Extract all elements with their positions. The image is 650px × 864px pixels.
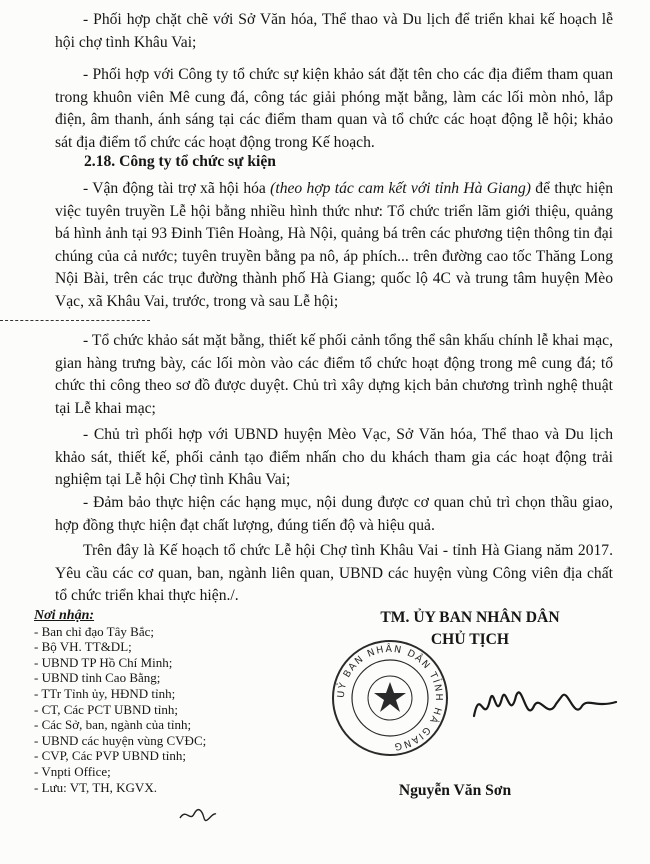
recipient-item: - Ban chỉ đạo Tây Bắc; <box>34 623 154 639</box>
paragraph-site-survey: - Tổ chức khảo sát mặt bằng, thiết kế phối cảnh tổng thể sân khấu chính lễ khai mạc, gian hàng trưng bày, các lối mòn vào các điểm tổ chức hoạt động trong mê cung đá; tổ chức thi công theo sơ đồ được duyệt. Chủ trì xây dựng kịch bản chương trình nghệ thuật tại Lễ khai mạc; <box>55 332 613 417</box>
recipients-list <box>34 608 334 795</box>
official-seal <box>330 638 450 758</box>
recipient-item: - CT, Các PCT UBND tỉnh; <box>34 701 178 717</box>
paragraph-sponsorship <box>55 178 613 314</box>
dashed-divider <box>0 320 150 321</box>
signature-title: CHỦ TỊCH <box>430 631 510 648</box>
recipient-item: - CVP, Các PVP UBND tỉnh; <box>34 748 186 764</box>
paragraph-closing: Trên đây là Kế hoạch tổ chức Lễ hội Chợ tình Khâu Vai - tỉnh Hà Giang năm 2017. Yêu cầu các cơ quan, ban, ngành liên quan, UBND các huyện vùng Công viên địa chất tổ chức triển khai thực hiện./. <box>55 542 613 605</box>
initial-mark <box>178 804 218 826</box>
signer-name: Nguyễn Văn Sơn <box>398 782 512 799</box>
paragraph-coordination-event-company: - Phối hợp với Công ty tổ chức sự kiện khảo sát đặt tên cho các địa điểm tham quan trong khuôn viên Mê cung đá, công tác giải phóng mặt bằng, làm các lối mòn nhỏ, lắp điện, âm thanh, ánh sáng tại các điểm tham quan và tổ chức các hoạt động lễ hội; khảo sát địa điểm tổ chức các hoạt động trong Kế hoạch. <box>55 66 613 151</box>
sponsorship-italic-note: (theo hợp tác cam kết với tỉnh Hà Giang) <box>270 180 531 197</box>
signature-org: TM. ỦY BAN NHÂN DÂN <box>380 609 560 626</box>
sponsorship-text-rest: để thực hiện việc tuyên truyền Lễ hội bằng nhiều hình thức như: Tổ chức triển lãm giới thiệu, quảng bá hình ảnh tại 93 Đinh Tiên Hoàng, Hà Nội, quảng bá trên các phương tiện thông tin đại chúng của cả nước; tuyên truyền bằng pa nô, áp phích... trên đường cao tốc Thăng Long Nội Bài, trên các trục đường thành phố Hà Giang; quốc lộ 4C và trung tâm huyện Mèo Vạc, xã Khâu Vai, trước, trong và sau Lễ hội; <box>55 180 613 310</box>
handwritten-signature <box>470 676 620 738</box>
recipient-item: - UBND TP Hồ Chí Minh; <box>34 654 173 670</box>
recipient-item: - Các Sở, ban, ngành của tỉnh; <box>34 717 192 733</box>
recipient-item: - Bộ VH. TT&DL; <box>34 639 132 655</box>
paragraph-highlight-design: - Chủ trì phối hợp với UBND huyện Mèo Vạc, Sở Văn hóa, Thể thao và Du lịch khảo sát, thiết kế, phối cảnh tạo điểm nhấn cho du khách tham gia các hoạt động trải nghiệm tại Lễ hội Chợ tình Khâu Vai; <box>55 426 613 489</box>
paragraph-coordination-culture: - Phối hợp chặt chẽ với Sở Văn hóa, Thể thao và Du lịch để triển khai kế hoạch lễ hội chợ tình Khâu Vai; <box>55 11 613 51</box>
recipient-item: - Vnpti Office; <box>34 763 111 779</box>
recipient-item: - UBND tỉnh Cao Bằng; <box>34 670 161 686</box>
recipient-item: - UBND các huyện vùng CVĐC; <box>34 732 207 748</box>
svg-text:UỶ BAN NHÂN DÂN TỈNH HÀ GIANG: UỶ BAN NHÂN DÂN TỈNH HÀ GIANG <box>335 643 445 753</box>
recipient-item: - TTr Tỉnh ủy, HĐND tỉnh; <box>34 685 176 701</box>
section-heading: 2.18. Công ty tổ chức sự kiện <box>84 153 276 170</box>
recipients-title: Nơi nhận: <box>34 608 95 623</box>
sponsorship-text-start: - Vận động tài trợ xã hội hóa <box>83 180 271 197</box>
recipient-item: - Lưu: VT, TH, KGVX. <box>34 779 157 795</box>
paragraph-quality-assurance: - Đảm bảo thực hiện các hạng mục, nội dung được cơ quan chủ trì chọn thầu giao, hợp đồng thực hiện đạt chất lượng, đúng tiến độ và hiệu quả. <box>55 494 613 534</box>
